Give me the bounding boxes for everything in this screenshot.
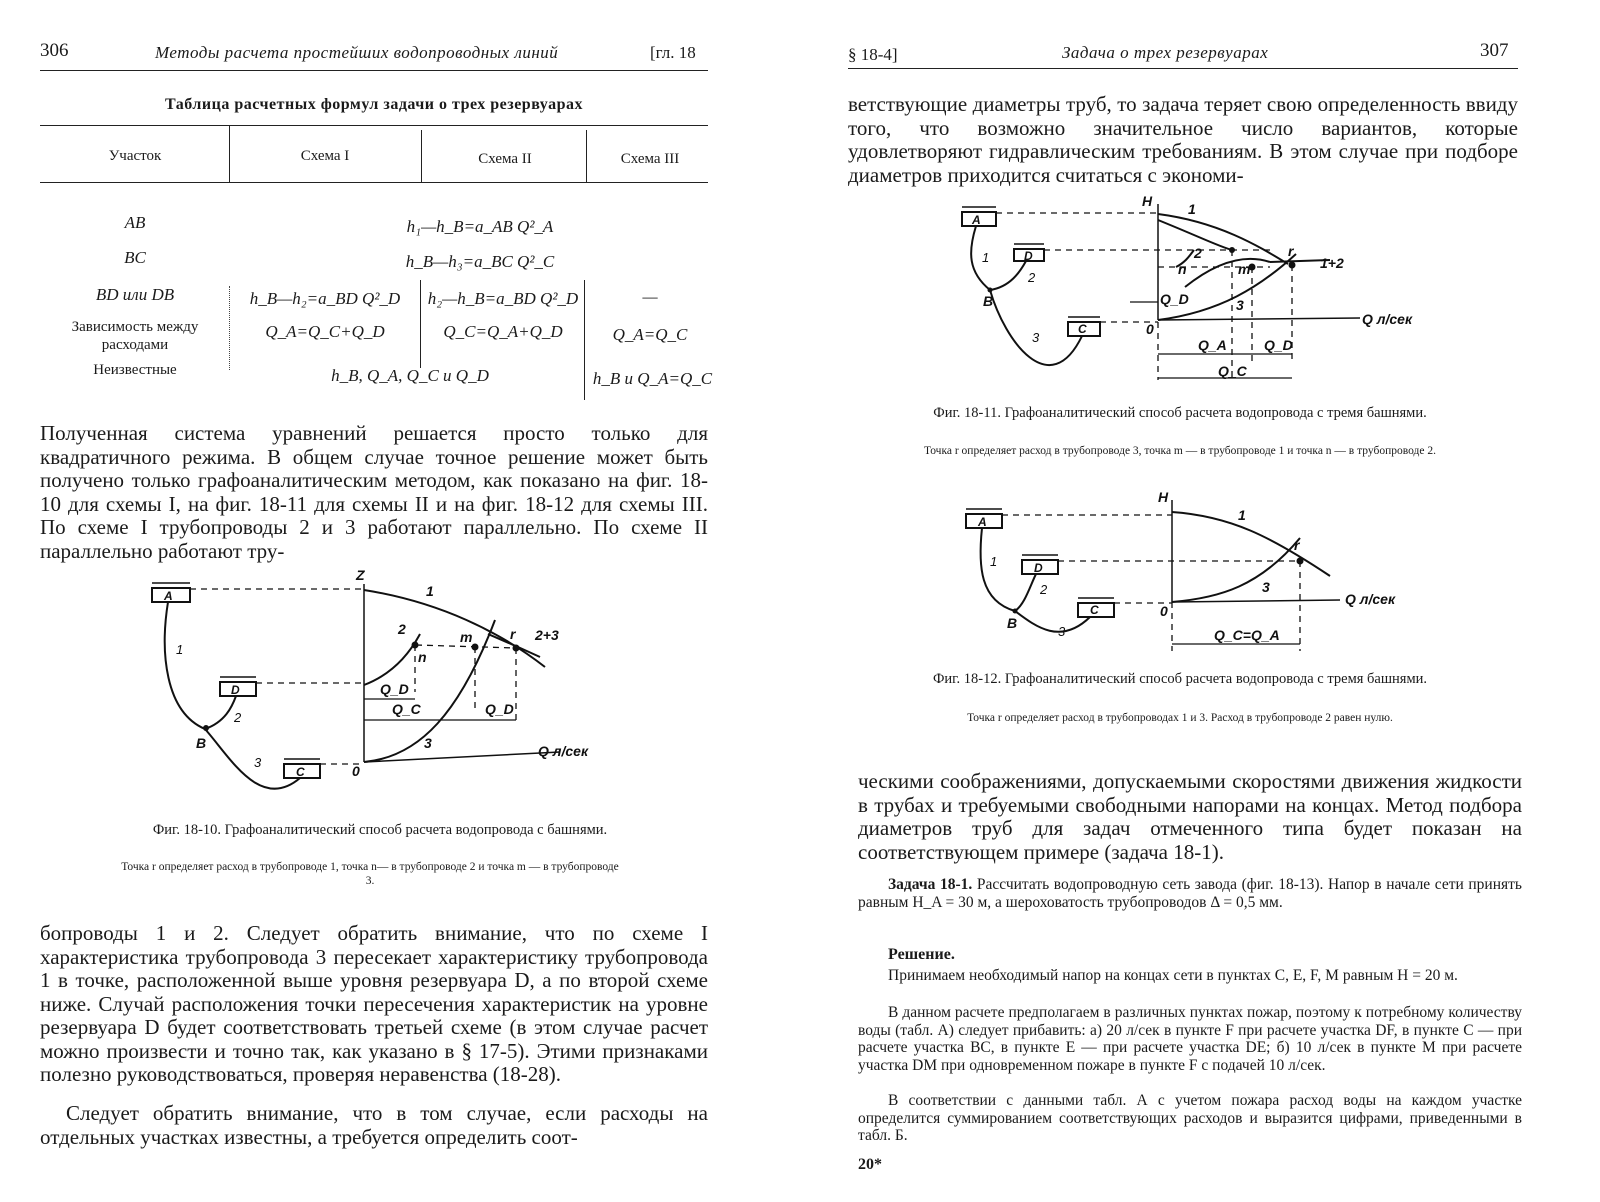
row-label-bd: BD или DB (95, 285, 175, 304)
figure-18-11-note: Точка r определяет расход в трубопроводе 3, точка m — в трубопроводе 1 и точка n — в трубопроводе 2. (924, 445, 1436, 457)
q-axis (364, 752, 560, 762)
axis-q-label: Q л/сек (538, 743, 589, 759)
point-m-label: m (460, 629, 473, 645)
curve-1-label: 1 (1238, 507, 1246, 523)
table-vrule (229, 125, 230, 182)
table-top-rule (40, 125, 708, 126)
right-paragraph-1: ветствующие диаметры труб, то задача теряет свою определенность ввиду того, что возможно значительное число вариантов, которые удовлетворяют гидравлическим требованиям. В этом случае при подборе диаметров приходится считаться с экономи- (848, 92, 1518, 187)
pipe-3-label: 3 (1032, 330, 1040, 345)
dim-qd2-label: Q_D (485, 701, 514, 717)
point-r-label: r (510, 626, 516, 642)
problem-text: Рассчитать водопроводную сеть завода (фиг. 18-13). Напор в начале сети принять равным H_A = 30 м, а шероховатость трубопроводов Δ = 0,5 мм. (858, 876, 1522, 911)
point-r-label: r (1294, 537, 1300, 553)
table-vrule (586, 130, 587, 182)
col-header-scheme-1: Схема I (300, 148, 350, 164)
left-paragraph-2: бопроводы 1 и 2. Следует обратить внимание, что по схеме I характеристика трубопровода 3 пересекает характеристику трубопровода 1 в точке, расположенной выше уровня резервуара D, а по второй схеме ниже. Случай расположения точки пересечения характеристик на уровне резервуара D будет соответствовать третьей схеме (в этом случае расчет можно произвести и точно так, как указано в § 17-5). Этими признаками полезно руководствоваться, проверяя неравенства (18-28). (40, 921, 708, 1086)
tank-a-label: A (164, 589, 173, 603)
tank-d-label: D (1024, 249, 1033, 263)
table-head-rule (40, 182, 708, 183)
signature-mark: 20* (858, 1156, 882, 1173)
pipe-2-label: 2 (234, 710, 242, 725)
curve-1-label: 1 (1188, 201, 1196, 217)
curve-sum-label: 1+2 (1320, 255, 1344, 271)
curve-3-label: 3 (1262, 579, 1270, 595)
origin-label: 0 (352, 763, 360, 779)
q-axis (1158, 318, 1360, 320)
header-rule (848, 68, 1518, 69)
page-number-right: 307 (1480, 40, 1509, 61)
tank-a-label: A (972, 213, 981, 227)
axis-q-label: Q л/сек (1362, 311, 1413, 327)
curve-1 (1172, 512, 1330, 576)
tank-c-label: C (296, 765, 305, 779)
curve-2-label: 2 (1194, 245, 1202, 261)
pipe-1 (165, 602, 205, 729)
left-paragraph-3: Следует обратить внимание, что в том случае, если расходы на отдельных участках известны, а требуется определить соот- (40, 1101, 708, 1149)
curve-1 (364, 590, 545, 667)
pipe-2 (990, 261, 1026, 290)
figure-18-10-note: Точка r определяет расход в трубопроводе 1, точка n— в трубопроводе 2 и точка m — в трубопроводе 3. (121, 861, 619, 887)
solution-text-2: В данном расчете предполагаем в различных пунктах пожар, поэтому к потребному количеству воды (табл. А) следует прибавить: а) 20 л/сек в пункте F при расчете участка DF, в пункте C — при расчете участка BC, в пункте E — при расчете участка DE; б) 10 л/сек в пункте M при расчете участка DM при одновременном пожаре в пункте F с подачей 10 л/сек. (858, 1004, 1522, 1074)
tank-c-label: C (1078, 322, 1087, 336)
point-r (513, 645, 520, 652)
solution-text-1: Принимаем необходимый напор на концах сети в пунктах C, E, F, M равным H = 20 м. (888, 967, 1458, 984)
dim-qd-label: Q_D (380, 681, 409, 697)
pipe-2-label: 2 (1040, 582, 1048, 597)
pipe-3-label: 3 (254, 755, 262, 770)
running-title-left: Методы расчета простейших водопроводных линий (155, 43, 559, 62)
origin-label: 0 (1160, 603, 1168, 619)
point-n (412, 642, 419, 649)
pipe-1 (981, 528, 1015, 611)
curve-1 (1158, 214, 1288, 264)
formula-flow-s1: Q_A=Q_C+Q_D (265, 322, 385, 341)
row-label-ab: AB (124, 213, 146, 232)
tank-a-label: A (978, 515, 987, 529)
pipe-1-label: 1 (982, 250, 990, 265)
node-b (988, 288, 993, 293)
table-vrule (584, 280, 585, 400)
pipe-1-label: 1 (990, 554, 998, 569)
col-header-scheme-2: Схема II (478, 151, 532, 167)
chapter-label: [гл. 18 (650, 43, 696, 62)
figure-18-12 (800, 486, 1600, 666)
axis-q-label: Q л/сек (1345, 591, 1396, 607)
origin-label: 0 (1146, 321, 1154, 337)
pipe-2-label: 2 (1028, 270, 1036, 285)
right-paragraph-2: ческими соображениями, допускаемыми скоростями движения жидкости в трубах и требуемыми свободными напорами на концах. Метод подбора диаметров труб для задач отмеченного типа будет показан на соответствующем примере (задача 18-1). (858, 769, 1522, 864)
point-n-label: n (418, 649, 427, 665)
formula-bd-s1: h_B—h₂=a_BD Q²_D (249, 289, 401, 308)
node-b-label: B (196, 735, 207, 751)
curve-3 (1172, 538, 1300, 602)
formula-ab: h₁—h_B=a_AB Q²_A (406, 217, 554, 236)
row-label-flow-relation: Зависимость между расходами (71, 319, 199, 353)
tank-d-label: D (1034, 561, 1043, 575)
curve-sum-label: 2+3 (535, 627, 559, 643)
section-label: § 18-4] (848, 45, 898, 64)
formula-flow-s2: Q_C=Q_A+Q_D (443, 322, 563, 341)
unknowns-s12: h_B, Q_A, Q_C и Q_D (331, 366, 489, 385)
col-header-section: Участок (108, 148, 162, 164)
table-title: Таблица расчетных формул задачи о трех резервуарах (165, 96, 583, 113)
node-b (1013, 609, 1018, 614)
problem-statement (858, 876, 1522, 911)
point-r-label: r (1288, 243, 1294, 259)
point-m (472, 644, 479, 651)
pipe-1-label: 1 (176, 642, 184, 657)
curve-3-label: 3 (1236, 297, 1244, 313)
curve-1-label: 1 (426, 583, 434, 599)
curve-2 (364, 634, 420, 685)
pipe-2 (1015, 574, 1036, 611)
point-n (1229, 247, 1235, 253)
solution-heading: Решение. (888, 946, 955, 963)
formula-bc: h_B—h₃=a_BC Q²_C (405, 252, 555, 271)
q-axis (1172, 600, 1340, 602)
figure-18-10-caption: Фиг. 18-10. Графоаналитический способ расчета водопровода с башнями. (152, 822, 608, 838)
dim-qd2-label: Q_D (1264, 337, 1293, 353)
solution-text-3: В соответствии с данными табл. А с учетом пожара расход воды на каждом участке определится суммированием соответствующих расходов и выразится цифрами, приведенными в табл. Б. (858, 1092, 1522, 1144)
tank-c-label: C (1090, 603, 1099, 617)
curve-3-label: 3 (424, 735, 432, 751)
formula-bd-s3: — (642, 287, 658, 306)
curve-2b (1185, 259, 1270, 287)
axis-h-label: H (1158, 489, 1169, 505)
pipe-3-label: 3 (1058, 624, 1066, 639)
point-r (1289, 262, 1296, 269)
node-b-label: B (983, 293, 994, 309)
figure-18-11 (800, 192, 1600, 392)
dim-qc-label: Q_C (392, 701, 421, 717)
left-paragraph-1: Полученная система уравнений решается просто только для квадратичного режима. В общем случае точное решение может быть получено только графоаналитическим методом, как показано на фиг. 18-10 для схемы I, на фиг. 18-11 для схемы II и на фиг. 18-12 для схемы III. По схеме I трубопроводы 2 и 3 работают параллельно. По схеме II параллельно работают тру- (40, 421, 708, 563)
figure-18-12-note: Точка r определяет расход в трубопроводах 1 и 3. Расход в трубопроводе 2 равен нулю. (967, 712, 1393, 724)
dim-qd-label: Q_D (1160, 291, 1189, 307)
row-label-unknowns: Неизвестные (93, 362, 177, 378)
point-m-label: m (1238, 261, 1251, 277)
problem-title: Задача 18-1. (888, 876, 973, 893)
figure-18-11-caption: Фиг. 18-11. Графоаналитический способ расчета водопровода с тремя башнями. (933, 405, 1427, 421)
formula-bd-s2: h₂—h_B=a_BD Q²_D (427, 289, 579, 308)
row-label-bc: BC (124, 248, 146, 267)
tank-d-label: D (231, 683, 240, 697)
table-vrule (420, 280, 421, 368)
running-title-right: Задача о трех резервуарах (1062, 43, 1269, 62)
table-vrule (421, 130, 422, 182)
formula-flow-s3: Q_A=Q_C (612, 325, 688, 344)
point-n-label: n (1178, 261, 1187, 277)
node-b (203, 725, 209, 731)
dim-qc-label: Q_C (1218, 363, 1247, 379)
figure-18-10 (0, 562, 800, 862)
col-header-scheme-3: Схема III (620, 151, 680, 167)
dim-qa-label: Q_A (1198, 337, 1227, 353)
point-r (1297, 558, 1304, 565)
curve-2-label: 2 (398, 621, 406, 637)
pipe-2 (205, 696, 236, 729)
right-page (800, 0, 1600, 1202)
page-number-left: 306 (40, 40, 69, 61)
figure-18-12-caption: Фиг. 18-12. Графоаналитический способ расчета водопровода с тремя башнями. (932, 671, 1428, 687)
dim-qcqa-label: Q_C=Q_A (1214, 627, 1280, 643)
axis-h-label: H (1142, 193, 1153, 209)
axis-z-label: Z (356, 567, 365, 583)
node-b-label: B (1007, 615, 1018, 631)
unknowns-s3: h_B и Q_A=Q_C (592, 369, 713, 388)
header-rule (40, 70, 708, 71)
